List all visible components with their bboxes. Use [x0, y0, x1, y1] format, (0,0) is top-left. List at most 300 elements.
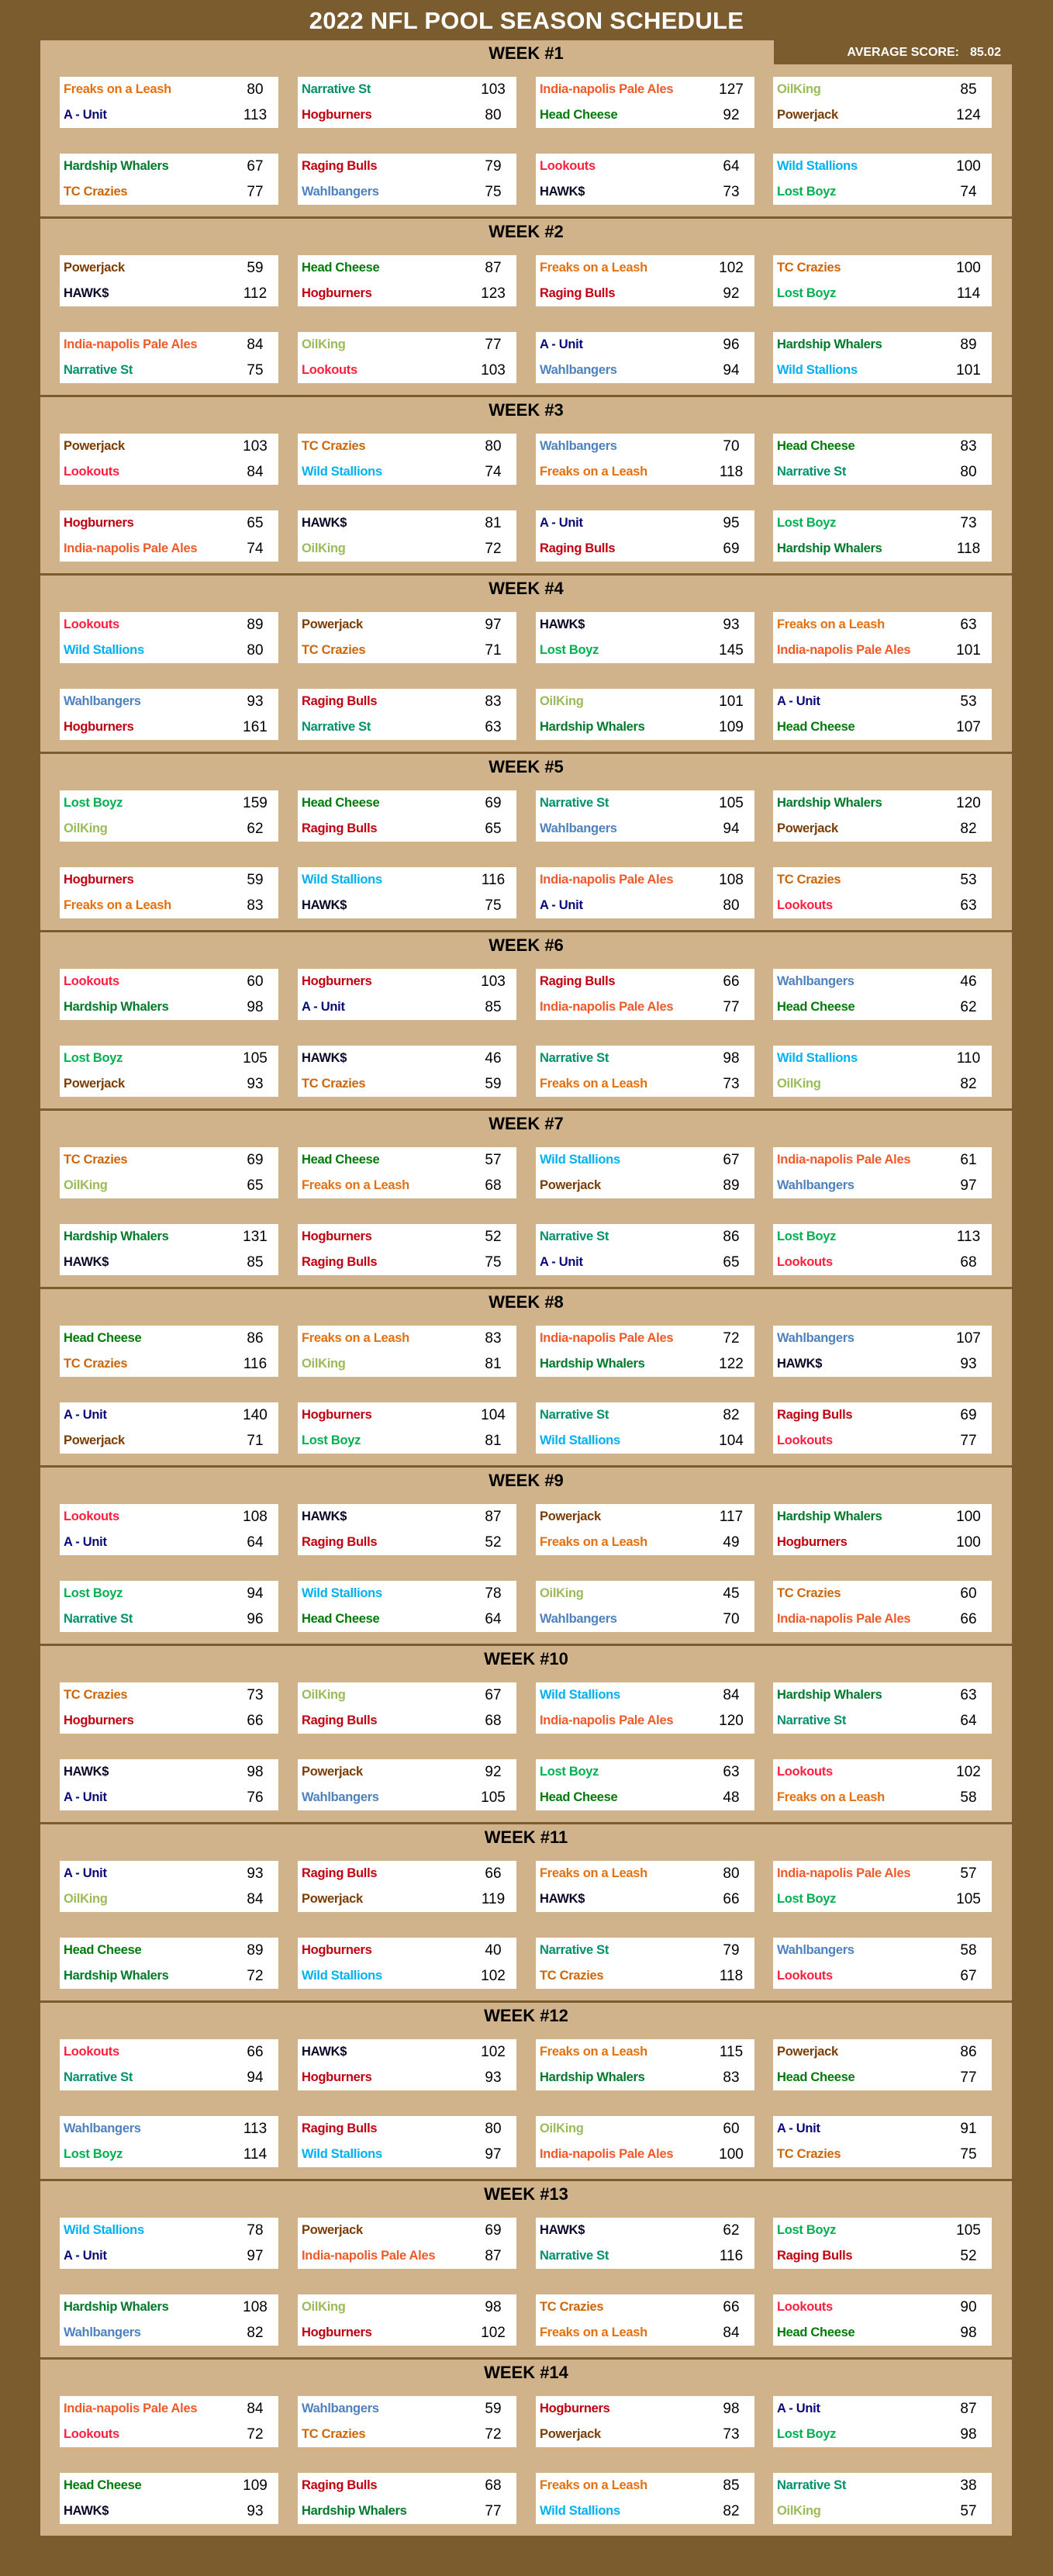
matchup-row: [536, 1886, 754, 1912]
team-name: India-napolis Pale Ales: [777, 1153, 911, 1167]
matchup-row: [298, 893, 516, 918]
matchup-card: [536, 1682, 754, 1734]
matchup-row: [773, 1224, 992, 1250]
matchup-row: [536, 1708, 754, 1734]
team-score: 96: [723, 337, 740, 353]
team-name: Lookouts: [777, 1433, 833, 1447]
matchup-card: [298, 1504, 516, 1555]
team-name: Wild Stallions: [302, 1586, 382, 1600]
week-title: WEEK #6: [489, 935, 564, 955]
team-score: 98: [960, 2325, 977, 2341]
team-score: 117: [719, 1509, 744, 1525]
week-title: WEEK #7: [489, 1114, 564, 1133]
matchup-row: [298, 1402, 516, 1428]
team-name: Wahlbangers: [777, 1943, 854, 1957]
team-name: Narrative St: [540, 2249, 609, 2263]
matchup-row: [60, 1326, 278, 1351]
team-name: A - Unit: [64, 1535, 107, 1549]
matchup-row: [773, 1046, 992, 1071]
matchup-row: [536, 102, 754, 128]
team-score: 103: [243, 438, 268, 455]
team-score: 61: [960, 1152, 977, 1168]
matchup-row: [60, 77, 278, 102]
matchup-row: [298, 1785, 516, 1810]
matchup-card: [298, 1224, 516, 1275]
team-name: Lost Boyz: [64, 796, 123, 810]
team-score: 78: [485, 1585, 502, 1602]
team-name: Raging Bulls: [302, 159, 378, 173]
week-section: [40, 40, 1012, 216]
matchup-card: [60, 154, 278, 205]
team-score: 57: [960, 2503, 977, 2519]
matchup-row: [536, 434, 754, 459]
matchup-card: [298, 1938, 516, 1989]
team-score: 62: [247, 821, 264, 837]
team-score: 63: [960, 617, 977, 633]
team-score: 97: [247, 2248, 264, 2264]
matchup-card: [60, 1682, 278, 1734]
team-name: Hardship Whalers: [777, 796, 882, 810]
team-name: TC Crazies: [64, 185, 128, 199]
team-score: 98: [723, 1050, 740, 1067]
team-score: 69: [960, 1407, 977, 1423]
team-name: Head Cheese: [540, 1790, 618, 1804]
team-score: 74: [247, 541, 264, 557]
matchup-card: [536, 1046, 754, 1097]
team-name: Wild Stallions: [777, 1051, 858, 1065]
team-name: Head Cheese: [302, 1153, 380, 1167]
team-name: Wahlbangers: [540, 363, 617, 377]
team-score: 118: [719, 464, 744, 480]
team-score: 85: [723, 2477, 740, 2494]
team-score: 105: [243, 1050, 268, 1067]
team-score: 93: [723, 617, 740, 633]
matchup-row: [536, 1046, 754, 1071]
team-score: 53: [960, 872, 977, 888]
matchup-row: [773, 612, 992, 638]
team-name: Wahlbangers: [540, 821, 617, 835]
team-name: Narrative St: [540, 1051, 609, 1065]
matchup-card: [773, 332, 992, 383]
team-name: TC Crazies: [777, 1586, 841, 1600]
team-score: 69: [247, 1152, 264, 1168]
matchup-row: [773, 1071, 992, 1097]
team-name: Wild Stallions: [777, 159, 858, 173]
team-score: 145: [719, 642, 744, 659]
matchup-card: [60, 1938, 278, 1989]
matchup-card: [298, 77, 516, 128]
matchup-row: [773, 1708, 992, 1734]
matchup-row: [536, 714, 754, 740]
matchup-row: [60, 1504, 278, 1530]
team-score: 52: [485, 1534, 502, 1551]
team-score: 86: [247, 1330, 264, 1347]
team-score: 68: [960, 1254, 977, 1271]
team-score: 80: [247, 81, 264, 98]
matchup-card: [298, 612, 516, 663]
matchup-card: [298, 2294, 516, 2346]
team-score: 82: [960, 821, 977, 837]
team-name: OilKing: [64, 1178, 108, 1192]
matchup-row: [536, 1963, 754, 1989]
team-score: 89: [247, 617, 264, 633]
team-score: 75: [247, 362, 264, 379]
team-name: TC Crazies: [777, 2147, 841, 2161]
team-name: Lookouts: [777, 898, 833, 912]
matchup-card: [536, 77, 754, 128]
team-score: 38: [960, 2477, 977, 2494]
matchup-row: [536, 816, 754, 842]
matchup-row: [773, 77, 992, 102]
team-name: A - Unit: [540, 516, 583, 530]
matchup-row: [536, 1785, 754, 1810]
team-score: 159: [243, 795, 268, 811]
matchup-card: [536, 434, 754, 485]
team-score: 94: [723, 362, 740, 379]
team-score: 120: [956, 795, 981, 811]
team-score: 98: [485, 2299, 502, 2315]
team-score: 81: [485, 1356, 502, 1372]
matchup-row: [60, 1173, 278, 1198]
team-name: India-napolis Pale Ales: [777, 1612, 911, 1626]
matchup-row: [536, 1682, 754, 1708]
matchup-row: [298, 969, 516, 994]
team-name: TC Crazies: [302, 643, 366, 657]
team-score: 103: [481, 973, 506, 990]
matchup-row: [536, 2473, 754, 2498]
week-title: WEEK #2: [489, 222, 564, 241]
matchup-row: [298, 1147, 516, 1173]
team-score: 93: [960, 1356, 977, 1372]
team-score: 62: [960, 999, 977, 1015]
matchup-card: [60, 1402, 278, 1454]
team-score: 72: [485, 541, 502, 557]
team-score: 69: [485, 795, 502, 811]
matchup-row: [536, 1606, 754, 1632]
matchup-card: [773, 969, 992, 1020]
team-name: Narrative St: [64, 363, 133, 377]
team-score: 112: [243, 285, 268, 302]
matchup-row: [60, 1428, 278, 1454]
team-score: 102: [481, 1968, 506, 1984]
team-score: 104: [481, 1407, 506, 1423]
matchup-row: [60, 1861, 278, 1886]
team-name: Freaks on a Leash: [540, 1535, 647, 1549]
team-name: Head Cheese: [64, 2478, 142, 2492]
team-score: 71: [485, 642, 502, 659]
week-title: WEEK #3: [489, 400, 564, 420]
matchup-row: [773, 1606, 992, 1632]
team-score: 82: [723, 2503, 740, 2519]
team-name: A - Unit: [64, 108, 107, 122]
team-score: 91: [960, 2121, 977, 2137]
team-score: 105: [956, 1891, 981, 1907]
team-name: Lookouts: [64, 617, 119, 631]
matchup-row: [298, 1606, 516, 1632]
team-score: 92: [485, 1764, 502, 1780]
team-score: 83: [723, 2069, 740, 2086]
matchup-row: [60, 102, 278, 128]
team-score: 79: [723, 1942, 740, 1959]
team-name: Lost Boyz: [777, 516, 837, 530]
matchup-row: [60, 2294, 278, 2320]
matchup-card: [60, 510, 278, 562]
matchup-card: [298, 255, 516, 306]
matchup-card: [773, 1504, 992, 1555]
team-name: Lookouts: [64, 1509, 119, 1523]
matchup-row: [60, 358, 278, 383]
matchup-row: [773, 358, 992, 383]
team-name: A - Unit: [64, 2249, 107, 2263]
team-score: 118: [719, 1968, 744, 1984]
matchup-row: [60, 1402, 278, 1428]
matchup-card: [60, 2039, 278, 2090]
team-name: Hardship Whalers: [777, 541, 882, 555]
matchup-row: [773, 1581, 992, 1606]
matchup-row: [60, 1147, 278, 1173]
team-score: 59: [485, 2401, 502, 2417]
matchup-row: [298, 510, 516, 536]
matchup-row: [298, 2294, 516, 2320]
matchup-row: [773, 689, 992, 714]
matchup-card: [536, 1224, 754, 1275]
team-score: 66: [723, 1891, 740, 1907]
matchup-row: [773, 638, 992, 663]
team-score: 75: [485, 184, 502, 200]
team-name: Freaks on a Leash: [540, 1866, 647, 1880]
team-score: 45: [723, 1585, 740, 1602]
team-name: Powerjack: [540, 1509, 601, 1523]
team-name: Hardship Whalers: [64, 2300, 169, 2314]
team-score: 69: [723, 541, 740, 557]
team-name: Lost Boyz: [64, 1586, 123, 1600]
week-section: [40, 1468, 1012, 1644]
team-score: 75: [485, 1254, 502, 1271]
matchup-card: [298, 1402, 516, 1454]
team-score: 101: [956, 642, 981, 659]
team-name: India-napolis Pale Ales: [64, 337, 198, 351]
team-score: 84: [247, 337, 264, 353]
team-score: 48: [723, 1789, 740, 1806]
team-score: 68: [485, 1713, 502, 1729]
team-score: 52: [485, 1229, 502, 1245]
team-name: Raging Bulls: [540, 541, 616, 555]
team-score: 59: [247, 872, 264, 888]
team-name: Hardship Whalers: [777, 337, 882, 351]
matchup-row: [536, 2218, 754, 2243]
matchup-card: [773, 1326, 992, 1377]
matchup-row: [298, 358, 516, 383]
matchup-card: [773, 867, 992, 918]
team-name: Hardship Whalers: [64, 1000, 169, 1014]
matchup-card: [773, 1402, 992, 1454]
team-name: Powerjack: [64, 1433, 125, 1447]
matchup-row: [773, 102, 992, 128]
matchup-row: [536, 1147, 754, 1173]
team-score: 108: [719, 872, 744, 888]
team-name: OilKing: [777, 82, 821, 96]
team-score: 108: [243, 2299, 268, 2315]
team-score: 87: [485, 260, 502, 276]
matchup-row: [773, 2473, 992, 2498]
team-name: Freaks on a Leash: [540, 1077, 647, 1091]
team-name: Wahlbangers: [777, 1331, 854, 1345]
team-score: 84: [723, 2325, 740, 2341]
team-score: 67: [247, 158, 264, 175]
team-score: 89: [723, 1177, 740, 1194]
team-name: Hogburners: [302, 108, 372, 122]
team-name: TC Crazies: [64, 1357, 128, 1371]
matchup-card: [298, 434, 516, 485]
team-name: OilKing: [302, 1357, 346, 1371]
matchup-card: [773, 790, 992, 842]
team-score: 103: [481, 362, 506, 379]
team-name: Head Cheese: [777, 439, 855, 453]
team-name: Wild Stallions: [302, 873, 382, 887]
team-name: HAWK$: [64, 1765, 109, 1779]
matchup-row: [773, 2116, 992, 2142]
matchup-row: [773, 1886, 992, 1912]
team-name: Freaks on a Leash: [777, 1790, 885, 1804]
team-score: 140: [243, 1407, 268, 1423]
matchup-card: [536, 1861, 754, 1912]
team-name: Freaks on a Leash: [540, 2478, 647, 2492]
week-title: WEEK #8: [489, 1292, 564, 1312]
team-name: Hogburners: [64, 1713, 134, 1727]
team-name: Narrative St: [540, 1408, 609, 1422]
team-score: 73: [723, 1076, 740, 1092]
matchup-card: [298, 1581, 516, 1632]
team-name: Freaks on a Leash: [302, 1331, 409, 1345]
matchup-row: [298, 77, 516, 102]
team-name: Wild Stallions: [302, 2147, 382, 2161]
team-name: OilKing: [302, 2300, 346, 2314]
team-name: Freaks on a Leash: [777, 617, 885, 631]
matchup-card: [298, 1326, 516, 1377]
matchup-card: [298, 2218, 516, 2269]
matchup-card: [536, 969, 754, 1020]
team-score: 63: [485, 719, 502, 735]
matchup-row: [536, 638, 754, 663]
team-score: 109: [719, 719, 744, 735]
matchup-row: [298, 1173, 516, 1198]
team-score: 95: [723, 515, 740, 531]
team-score: 71: [247, 1433, 264, 1449]
team-name: Raging Bulls: [777, 1408, 853, 1422]
week-section: [40, 1646, 1012, 1822]
matchup-card: [60, 1759, 278, 1810]
matchup-row: [60, 510, 278, 536]
team-score: 93: [247, 1076, 264, 1092]
team-name: Lost Boyz: [777, 1892, 837, 1906]
matchup-card: [298, 1861, 516, 1912]
team-score: 87: [960, 2401, 977, 2417]
team-name: HAWK$: [777, 1357, 823, 1371]
matchup-row: [298, 1046, 516, 1071]
team-score: 97: [960, 1177, 977, 1194]
team-name: Freaks on a Leash: [540, 465, 647, 479]
team-score: 105: [956, 2222, 981, 2239]
team-name: A - Unit: [777, 2401, 820, 2415]
team-score: 81: [485, 515, 502, 531]
matchup-row: [298, 536, 516, 562]
team-name: Head Cheese: [302, 796, 380, 810]
team-name: Wahlbangers: [540, 1612, 617, 1626]
matchup-card: [60, 2294, 278, 2346]
team-score: 49: [723, 1534, 740, 1551]
team-name: Narrative St: [540, 1943, 609, 1957]
team-score: 93: [485, 2069, 502, 2086]
team-score: 65: [485, 821, 502, 837]
matchup-card: [298, 1046, 516, 1097]
matchup-row: [60, 459, 278, 485]
matchup-row: [298, 1708, 516, 1734]
team-name: HAWK$: [64, 286, 109, 300]
team-name: Head Cheese: [777, 2325, 855, 2339]
matchup-card: [536, 154, 754, 205]
matchup-row: [298, 1963, 516, 1989]
matchup-row: [536, 154, 754, 179]
matchup-row: [298, 1861, 516, 1886]
matchup-row: [60, 790, 278, 816]
team-score: 60: [960, 1585, 977, 1602]
team-name: Lookouts: [777, 2300, 833, 2314]
matchup-row: [298, 2473, 516, 2498]
team-score: 69: [485, 2222, 502, 2239]
team-score: 108: [243, 1509, 268, 1525]
matchup-row: [60, 2473, 278, 2498]
matchup-row: [536, 179, 754, 205]
matchup-row: [536, 255, 754, 281]
team-name: Hardship Whalers: [777, 1688, 882, 1702]
team-score: 60: [247, 973, 264, 990]
page-title: 2022 NFL POOL SEASON SCHEDULE: [309, 7, 744, 34]
matchup-card: [298, 2396, 516, 2447]
matchup-row: [773, 867, 992, 893]
matchup-row: [60, 969, 278, 994]
matchup-row: [773, 2396, 992, 2422]
matchup-card: [60, 1147, 278, 1198]
team-name: Hardship Whalers: [540, 1357, 645, 1371]
team-score: 116: [481, 872, 506, 888]
team-score: 57: [485, 1152, 502, 1168]
matchup-row: [536, 2065, 754, 2090]
matchup-row: [536, 790, 754, 816]
team-name: TC Crazies: [777, 261, 841, 275]
team-name: OilKing: [540, 2121, 584, 2135]
team-score: 83: [485, 693, 502, 710]
team-score: 97: [485, 2146, 502, 2163]
team-name: HAWK$: [302, 2045, 347, 2059]
matchup-row: [60, 1682, 278, 1708]
matchup-row: [773, 816, 992, 842]
team-name: Hogburners: [302, 1943, 372, 1957]
team-name: OilKing: [540, 694, 584, 708]
matchup-card: [536, 1759, 754, 1810]
team-score: 68: [485, 2477, 502, 2494]
team-name: Lost Boyz: [777, 185, 837, 199]
team-name: Hogburners: [302, 2325, 372, 2339]
matchup-row: [536, 1938, 754, 1963]
matchup-row: [298, 332, 516, 358]
team-name: TC Crazies: [302, 439, 366, 453]
matchup-card: [298, 2116, 516, 2167]
team-name: Hardship Whalers: [540, 720, 645, 734]
matchup-card: [773, 434, 992, 485]
team-name: Narrative St: [302, 82, 371, 96]
team-name: Hogburners: [540, 2401, 610, 2415]
matchup-row: [298, 1759, 516, 1785]
